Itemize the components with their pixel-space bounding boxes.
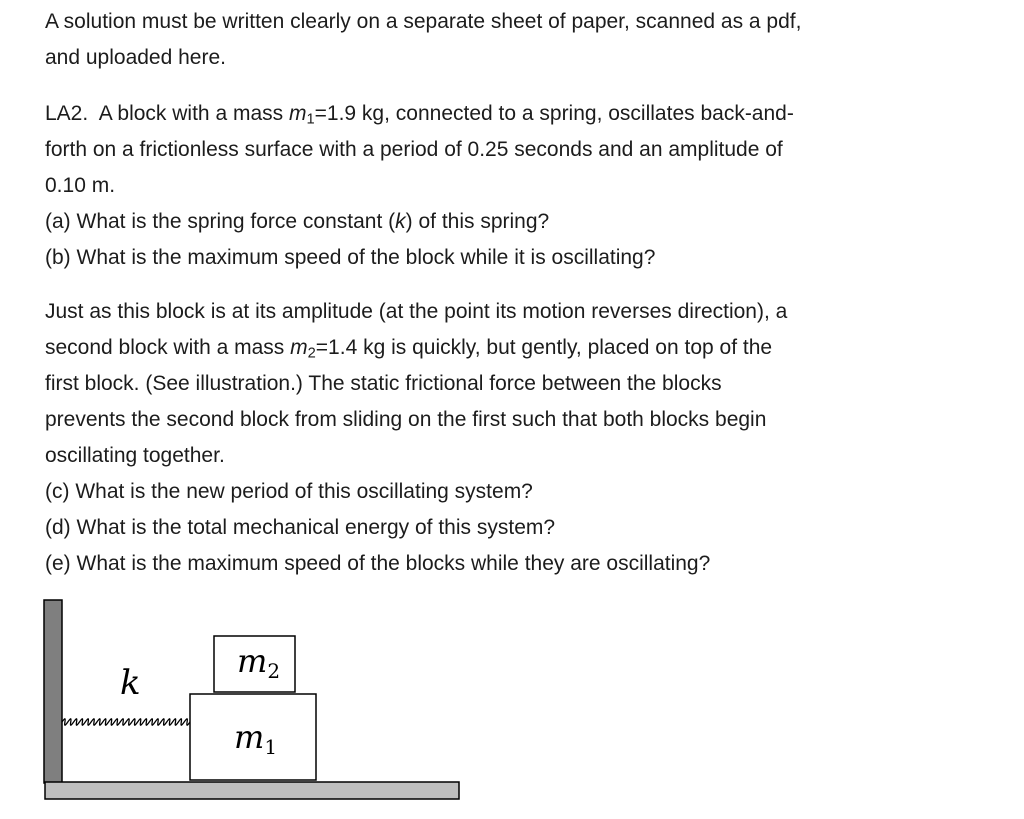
- spring-coil-icon: [62, 719, 190, 725]
- m1-variable: m: [288, 102, 307, 125]
- m2-label-var: m: [237, 642, 268, 680]
- problem-line-3: 0.10 m.: [45, 174, 116, 197]
- m1-value: =1.9 kg, connected to a spring, oscillates back-and-: [314, 102, 794, 125]
- problem-line-1: [45, 96, 945, 132]
- m1-label-var: m: [234, 718, 265, 756]
- question-c: (c) What is the new period of this oscillating system?: [45, 480, 533, 503]
- m1-subscript: 1: [306, 111, 315, 128]
- problem-line-2: forth on a frictionless surface with a period of 0.25 seconds and an amplitude of: [45, 138, 783, 161]
- part2-line-4: prevents the second block from sliding on the first such that both blocks begin: [45, 408, 767, 431]
- m2-label-sub: 2: [267, 659, 281, 683]
- question-d: (d) What is the total mechanical energy of this system?: [45, 516, 556, 539]
- question-e: (e) What is the maximum speed of the blocks while they are oscillating?: [45, 552, 711, 575]
- part2-line-5: oscillating together.: [45, 444, 225, 467]
- spring-coil-path: [62, 719, 190, 725]
- m2-subscript: 2: [307, 345, 316, 362]
- problem-label: LA2.: [45, 102, 89, 125]
- part2-line-1: Just as this block is at its amplitude (at the point its motion reverses direction), a: [45, 300, 788, 323]
- question-b: (b) What is the maximum speed of the block while it is oscillating?: [45, 246, 656, 269]
- wall: [44, 600, 62, 783]
- spring-block-illustration: [40, 596, 470, 806]
- part2-line-2: [45, 330, 945, 366]
- question-a: [45, 204, 945, 240]
- part-2-paragraph: [45, 294, 945, 582]
- question-a-tail: ) of this spring?: [405, 210, 550, 233]
- intro-line-1: A solution must be written clearly on a separate sheet of paper, scanned as a pdf,: [45, 10, 802, 33]
- m2-value: =1.4 kg is quickly, but gently, placed on top of the: [315, 336, 773, 359]
- question-a-text: (a) What is the spring force constant (: [45, 210, 396, 233]
- problem-text-1: A block with a mass: [98, 102, 284, 125]
- intro-line-2: and uploaded here.: [45, 46, 226, 69]
- part2-line-2-text: second block with a mass: [45, 336, 285, 359]
- spring-label: k: [120, 663, 141, 703]
- m2-variable: m: [290, 336, 308, 359]
- floor: [45, 782, 459, 799]
- k-variable: k: [395, 210, 406, 233]
- problem-la2: [45, 96, 945, 276]
- m1-label-sub: 1: [264, 735, 278, 759]
- intro-paragraph: [45, 4, 945, 76]
- part2-line-3: first block. (See illustration.) The static frictional force between the blocks: [45, 372, 722, 395]
